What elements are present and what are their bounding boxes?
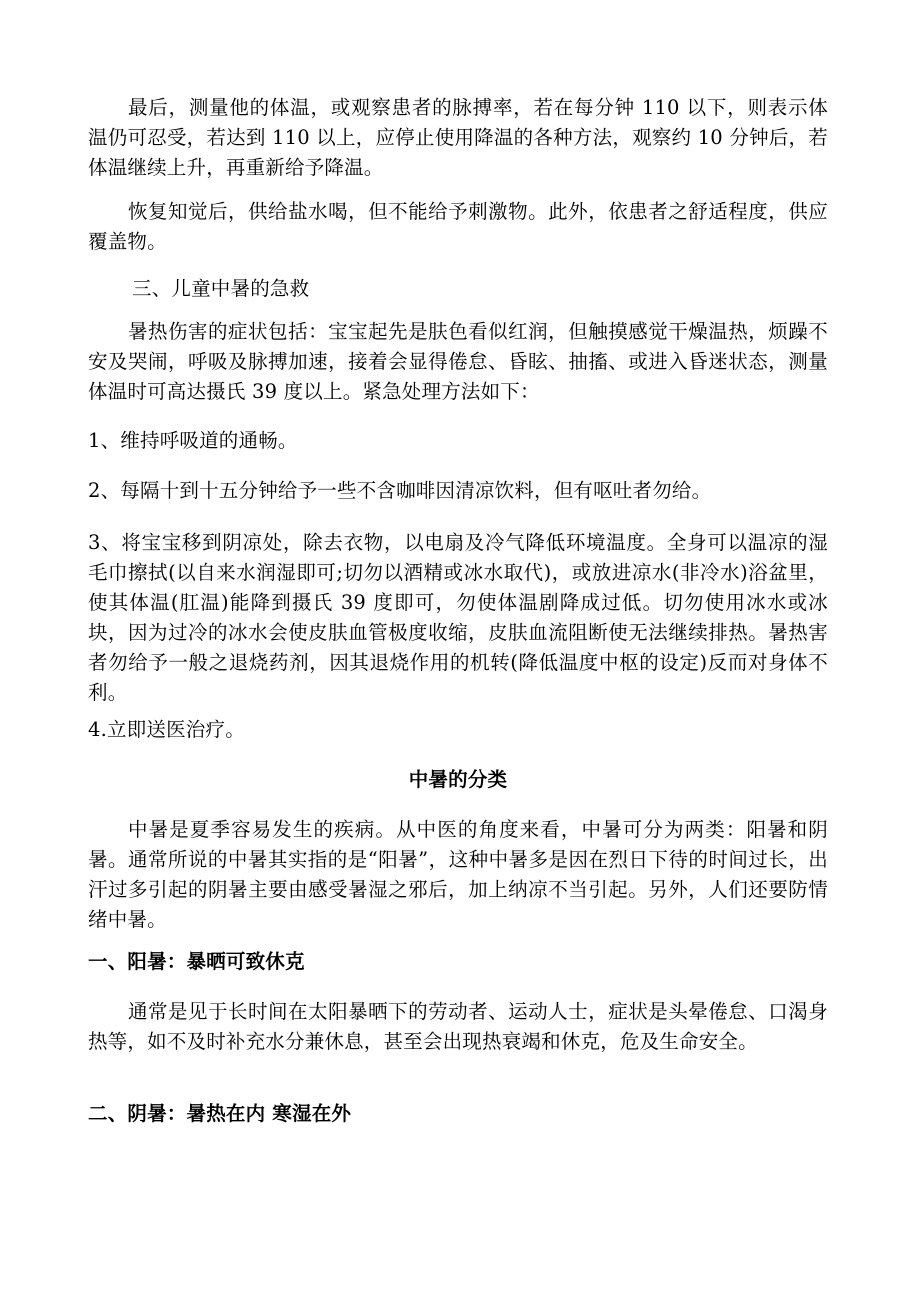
list-item-3: 3、将宝宝移到阴凉处，除去衣物，以电扇及冷气降低环境温度。全身可以温凉的湿毛巾擦拭(以自来水润湿即可;切勿以酒精或冰水取代)，或放进凉水(非冷水)浴盆里，使其体温(肛温)能降到摄氏 39 度即可，勿使体温剧降成过低。切勿使用冰水或冰块，因为过冷的冰水会使皮肤血管极度收缩，皮肤血流阻断使无法继续排热。暑热害者勿给予一般之退烧药剂，因其退烧作用的机转(降低温度中枢的设定)反而对身体不利。 [88, 531, 828, 704]
paragraph-types-intro: 中暑是夏季容易发生的疾病。从中医的角度来看，中暑可分为两类：阳暑和阴暑。通常所说的中暑其实指的是“阳暑”，这种中暑多是因在烈日下待的时间过长，出汗过多引起的阴暑主要由感受暑湿之邪后，加上纳凉不当引起。另外，人们还要防情绪中暑。 [88, 818, 828, 931]
list-item-1: 1、维持呼吸道的通畅。 [88, 429, 298, 452]
list-item-4: 4.立即送医治疗。 [88, 718, 245, 741]
section-heading-child-heatstroke: 三、儿童中暑的急救 [132, 277, 310, 300]
title-heatstroke-types: 中暑的分类 [408, 768, 508, 791]
paragraph-temperature-check: 最后，测量他的体温，或观察患者的脉搏率，若在每分钟 110 以下，则表示体温仍可忍受，若达到 110 以上，应停止使用降温的各种方法，观察约 10 分钟后，若体温继续上升，再重新给予降温。 [88, 96, 828, 179]
heading-yang-heatstroke: 一、阳暑：暴晒可致休克 [88, 950, 305, 973]
paragraph-recovery: 恢复知觉后，供给盐水喝，但不能给予刺激物。此外，依患者之舒适程度，供应覆盖物。 [88, 200, 828, 253]
list-item-2: 2、每隔十到十五分钟给予一些不含咖啡因清凉饮料，但有呕吐者勿给。 [88, 479, 712, 502]
paragraph-yang-heatstroke: 通常是见于长时间在太阳暴晒下的劳动者、运动人士，症状是头晕倦怠、口渴身热等，如不及时补充水分兼休息，甚至会出现热衰竭和休克，危及生命安全。 [88, 1000, 828, 1053]
heading-yin-heatstroke: 二、阴暑：暑热在内 寒湿在外 [88, 1102, 352, 1125]
paragraph-symptoms: 暑热伤害的症状包括：宝宝起先是肤色看似红润，但触摸感觉干燥温热，烦躁不安及哭闹，呼吸及脉搏加速，接着会显得倦怠、昏眩、抽搐、或进入昏迷状态，测量体温时可高达摄氏 39 度以上。紧急处理方法如下： [88, 320, 828, 403]
